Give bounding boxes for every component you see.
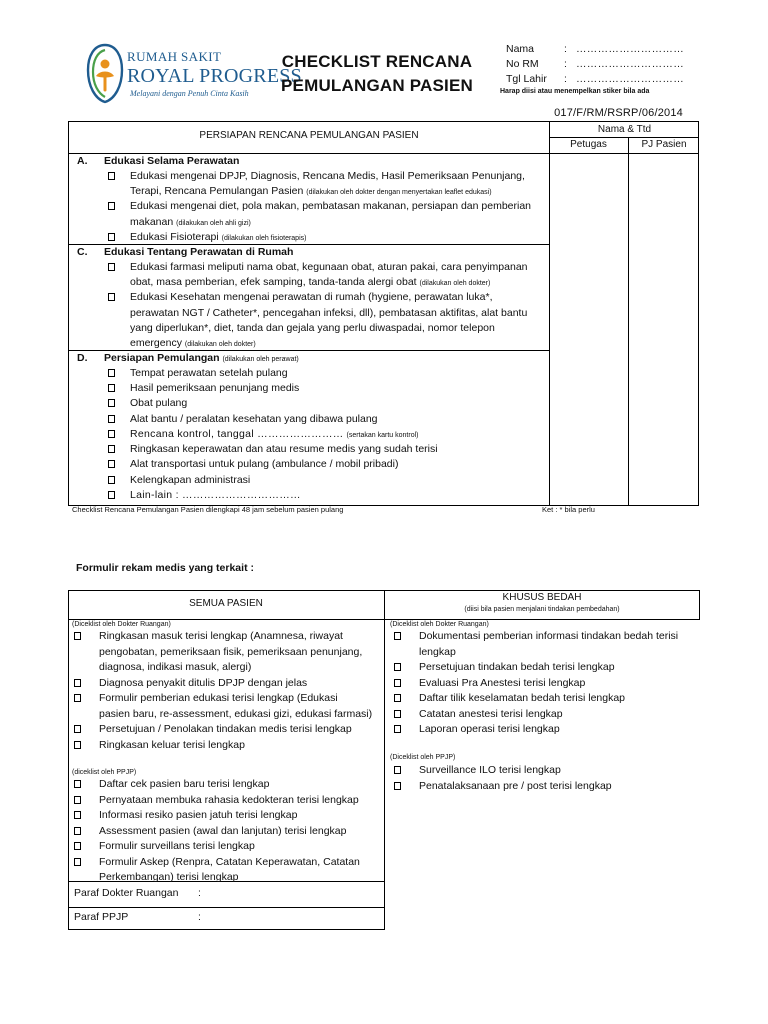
checkbox[interactable] [108, 369, 115, 377]
forms-section-title: Formulir rekam medis yang terkait : [76, 562, 254, 574]
item-text: makanan [130, 215, 174, 228]
divider [549, 122, 550, 505]
item-text: Assessment pasien (awal dan lanjutan) terisi lengkap [99, 824, 347, 837]
checkbox[interactable] [394, 694, 401, 702]
checkbox[interactable] [108, 172, 115, 180]
form-item[interactable] [74, 676, 380, 692]
patient-identity-block [506, 42, 706, 87]
semua-pasien-header: SEMUA PASIEN [189, 598, 263, 609]
item-text: lengkap [419, 645, 456, 658]
colon: : [564, 73, 567, 85]
nama-ttd-header: Nama & Ttd [597, 124, 652, 135]
form-item[interactable] [74, 855, 380, 886]
item-text: Daftar cek pasien baru terisi lengkap [99, 778, 270, 790]
document-title [272, 50, 482, 98]
checklist-item[interactable] [108, 488, 548, 503]
patient-dob-field[interactable]: ………………………… [576, 73, 684, 85]
item-text: obat, masa pemberian, efek samping, tanda-tanda alergi obat [130, 276, 417, 289]
checklist-item[interactable] [108, 457, 548, 472]
form-item[interactable] [74, 793, 380, 809]
item-text: Terapi, Rencana Pemulangan Pasien [130, 185, 304, 198]
section-d-note: (dilakukan oleh perawat) [222, 356, 299, 363]
patient-dob-row[interactable] [506, 72, 706, 87]
section-a-items [108, 169, 548, 245]
logo-tagline: Melayani dengan Penuh Cinta Kasih [130, 89, 249, 98]
logo-emblem-icon [86, 42, 124, 104]
item-text: Ringkasan keperawatan dan atau resume medis yang sudah terisi [130, 443, 438, 456]
item-text: emergency [130, 337, 182, 350]
checkbox[interactable] [108, 445, 115, 453]
item-text: Evaluasi Pra Anestesi terisi lengkap [419, 676, 586, 689]
checkbox[interactable] [74, 694, 81, 702]
item-text: Edukasi mengenai diet, pola makan, pembatasan makanan, persiapan dan pemberian [130, 200, 532, 213]
checkbox[interactable] [74, 811, 81, 819]
checkbox[interactable] [108, 491, 115, 499]
item-text: Persetujuan tindakan bedah terisi lengkap [419, 661, 615, 673]
colon: : [198, 911, 201, 923]
group-label-ppjp: (diceklist oleh PPJP) [72, 769, 137, 776]
checkbox[interactable] [108, 233, 115, 241]
item-text: Kelengkapan administrasi [130, 473, 251, 486]
title-line-1: CHECKLIST RENCANA [281, 52, 473, 71]
khusus-bedah-header: KHUSUS BEDAH [502, 592, 582, 603]
checklist-item[interactable] [108, 427, 548, 442]
checkbox[interactable] [74, 725, 81, 733]
checkbox[interactable] [394, 632, 401, 640]
checkbox[interactable] [394, 663, 401, 671]
checklist-header: PERSIAPAN RENCANA PEMULANGAN PASIEN [199, 130, 419, 141]
form-item[interactable] [74, 777, 380, 793]
checkbox[interactable] [108, 202, 115, 210]
item-text: Formulir surveillans terisi lengkap [99, 840, 255, 852]
item-text: diagnosa, indikasi masuk, alergi) [99, 661, 252, 673]
checkbox[interactable] [74, 796, 81, 804]
item-text: Catatan anestesi terisi lengkap [419, 707, 563, 720]
item-text: Alat transportasi untuk pulang (ambulance / mobil pribadi) [130, 458, 399, 471]
item-text: Laporan operasi terisi lengkap [419, 723, 560, 735]
item-text: Rencana kontrol, tanggal …………………… [130, 427, 344, 440]
item-note: (dilakukan oleh ahli gizi) [176, 219, 251, 227]
patient-rm-row[interactable] [506, 57, 706, 72]
checklist-item[interactable] [108, 442, 548, 457]
checkbox[interactable] [394, 679, 401, 687]
divider [628, 137, 629, 505]
item-note: (dilakukan oleh dokter) [184, 341, 256, 349]
paraf-ppjp-label: Paraf PPJP [74, 911, 129, 923]
checklist-item[interactable] [108, 396, 548, 411]
checkbox[interactable] [74, 827, 81, 835]
paraf-dokter-label: Paraf Dokter Ruangan [74, 887, 179, 899]
item-text: Edukasi farmasi meliputi nama obat, kegunaan obat, aturan pakai, cara penyimpanan [130, 261, 528, 273]
item-note: (dilakukan oleh fisioterapis) [221, 234, 307, 242]
logo-line-1: RUMAH SAKIT [127, 49, 222, 64]
form-item[interactable] [74, 629, 380, 676]
checkbox[interactable] [74, 741, 81, 749]
item-text: Informasi resiko pasien jatuh terisi lengkap [99, 809, 298, 821]
checkbox[interactable] [108, 384, 115, 392]
checklist-legend: Ket : * bila perlu [542, 505, 595, 514]
item-text: Diagnosa penyakit ditulis DPJP dengan jelas [99, 676, 308, 689]
checklist-item[interactable] [108, 412, 548, 427]
item-text: Perkembangan) terisi lengkap [99, 871, 239, 883]
divider [68, 929, 385, 930]
section-d-title [104, 351, 299, 366]
form-item[interactable] [74, 722, 380, 738]
section-c-items [108, 260, 548, 351]
khusus-bedah-ppjp-list [394, 763, 696, 794]
petugas-header: Petugas [570, 139, 607, 150]
checklist-item[interactable] [108, 230, 548, 245]
section-d-title-text: Persiapan Pemulangan [104, 352, 220, 364]
checkbox[interactable] [108, 430, 115, 438]
checklist-item[interactable] [108, 473, 548, 488]
checkbox[interactable] [108, 399, 115, 407]
patient-name-field[interactable]: ………………………… [576, 43, 684, 55]
pj-pasien-header: PJ Pasien [641, 139, 687, 150]
checklist-item[interactable] [108, 169, 548, 199]
sticker-note: Harap diisi atau menempelkan stiker bila ada [500, 88, 650, 95]
checklist-table [68, 121, 699, 506]
item-text: yang diperlukan*, diet, tanda dan gejala yang perlu diwaspadai, nomor telepon [130, 321, 495, 334]
colon: : [564, 43, 567, 55]
section-d-letter: D. [77, 352, 88, 364]
form-item[interactable] [394, 779, 696, 795]
checklist-item[interactable] [108, 366, 548, 381]
form-item[interactable] [394, 660, 696, 676]
group-label-dokter: (Diceklist oleh Dokter Ruangan) [72, 621, 171, 628]
checkbox[interactable] [394, 766, 401, 774]
form-item[interactable] [394, 691, 696, 707]
item-text: Dokumentasi pemberian informasi tindakan bedah terisi [419, 630, 679, 642]
checkbox[interactable] [74, 780, 81, 788]
item-text: Edukasi Fisioterapi [130, 230, 219, 243]
item-text: Pernyataan membuka rahasia kedokteran terisi lengkap [99, 793, 359, 806]
paraf-dokter-row[interactable] [74, 886, 201, 901]
colon: : [564, 58, 567, 70]
item-text: Formulir Askep (Renpra, Catatan Keperawatan, Catatan [99, 855, 360, 868]
item-text: Formulir pemberian edukasi terisi lengkap (Edukasi [99, 692, 338, 704]
patient-rm-label: No RM [506, 58, 539, 70]
checkbox[interactable] [394, 725, 401, 733]
item-text: Alat bantu / peralatan kesehatan yang dibawa pulang [130, 412, 378, 425]
forms-table [68, 590, 700, 930]
checklist-footnote: Checklist Rencana Pemulangan Pasien dilengkapi 48 jam sebelum pasien pulang [72, 505, 344, 514]
item-text: Ringkasan keluar terisi lengkap [99, 738, 245, 751]
item-note: (dilakukan oleh dokter) [419, 280, 491, 288]
logo-line-2: ROYAL PROGRESS [127, 65, 302, 87]
khusus-bedah-dokter-list [394, 629, 696, 738]
item-note: (sertakan kartu kontrol) [346, 431, 419, 439]
form-item[interactable] [74, 691, 380, 722]
item-text: Edukasi mengenai DPJP, Diagnosis, Rencana Medis, Hasil Pemeriksaan Penunjang, [130, 170, 525, 182]
section-a-letter: A. [77, 155, 88, 167]
checklist-item[interactable] [108, 290, 548, 351]
colon: : [198, 887, 201, 899]
section-d-items [108, 366, 548, 503]
checkbox[interactable] [108, 415, 115, 423]
checkbox[interactable] [108, 460, 115, 468]
checkbox[interactable] [74, 842, 81, 850]
document-code: 017/F/RM/RSRP/06/2014 [554, 107, 683, 119]
checkbox[interactable] [394, 782, 401, 790]
group-label-dokter: (Diceklist oleh Dokter Ruangan) [390, 621, 489, 628]
item-text: Edukasi Kesehatan mengenai perawatan di rumah (hygiene, perawatan luka*, [130, 291, 493, 304]
checkbox[interactable] [74, 632, 81, 640]
patient-name-row[interactable] [506, 42, 706, 57]
item-text: Tempat perawatan setelah pulang [130, 367, 288, 379]
checklist-item[interactable] [108, 381, 548, 396]
checkbox[interactable] [108, 263, 115, 271]
section-c-letter: C. [77, 246, 88, 258]
item-text: Daftar tilik keselamatan bedah terisi lengkap [419, 692, 626, 704]
form-item[interactable] [394, 722, 696, 738]
form-item[interactable] [74, 808, 380, 824]
item-text: pengobatan, pemeriksaan fisik, pemeriksaan penunjang, [99, 645, 363, 658]
patient-dob-label: Tgl Lahir [506, 73, 547, 85]
paraf-ppjp-row[interactable] [74, 910, 201, 925]
checkbox[interactable] [74, 858, 81, 866]
checkbox[interactable] [394, 710, 401, 718]
item-text: Obat pulang [130, 397, 188, 410]
checkbox[interactable] [108, 293, 115, 301]
khusus-bedah-subheader: (diisi bila pasien menjalani tindakan pembedahan) [464, 606, 620, 613]
item-text: Lain-lain : …………………………… [130, 488, 301, 501]
item-text: Ringkasan masuk terisi lengkap (Anamnesa, riwayat [99, 630, 343, 642]
form-item[interactable] [74, 738, 380, 754]
item-text: Penatalaksanaan pre / post terisi lengkap [419, 779, 612, 792]
divider [68, 590, 69, 930]
patient-rm-field[interactable]: ………………………… [576, 58, 684, 70]
section-c-title: Edukasi Tentang Perawatan di Rumah [104, 246, 294, 258]
title-line-2: PEMULANGAN PASIEN [281, 76, 473, 95]
checklist-item[interactable] [108, 199, 548, 229]
hospital-logo [86, 42, 302, 108]
form-item[interactable] [74, 839, 380, 855]
form-item[interactable] [394, 707, 696, 723]
checkbox[interactable] [74, 679, 81, 687]
item-note: (dilakukan oleh dokter dengan menyertakan leaflet edukasi) [306, 189, 492, 197]
semua-pasien-dokter-list [74, 629, 380, 753]
divider [384, 590, 385, 930]
section-a-title: Edukasi Selama Perawatan [104, 155, 240, 167]
form-item[interactable] [394, 763, 696, 779]
divider [68, 907, 384, 908]
form-item[interactable] [394, 629, 696, 660]
semua-pasien-ppjp-list [74, 777, 380, 886]
item-text: Persetujuan / Penolakan tindakan medis terisi lengkap [99, 723, 352, 735]
form-item[interactable] [74, 824, 380, 840]
item-text: pasien baru, re-assessment, edukasi gizi, edukasi farmasi) [99, 707, 373, 720]
item-text: perawatan NGT / Catheter*, pencegahan infeksi, dll), pembatasan aktifitas, alat bantu [130, 306, 528, 319]
checklist-item[interactable] [108, 260, 548, 290]
form-item[interactable] [394, 676, 696, 692]
group-label-ppjp: (Diceklist oleh PPJP) [390, 754, 456, 761]
item-text: Surveillance ILO terisi lengkap [419, 764, 561, 776]
checkbox[interactable] [108, 476, 115, 484]
patient-name-label: Nama [506, 43, 535, 55]
item-text: Hasil pemeriksaan penunjang medis [130, 382, 300, 395]
